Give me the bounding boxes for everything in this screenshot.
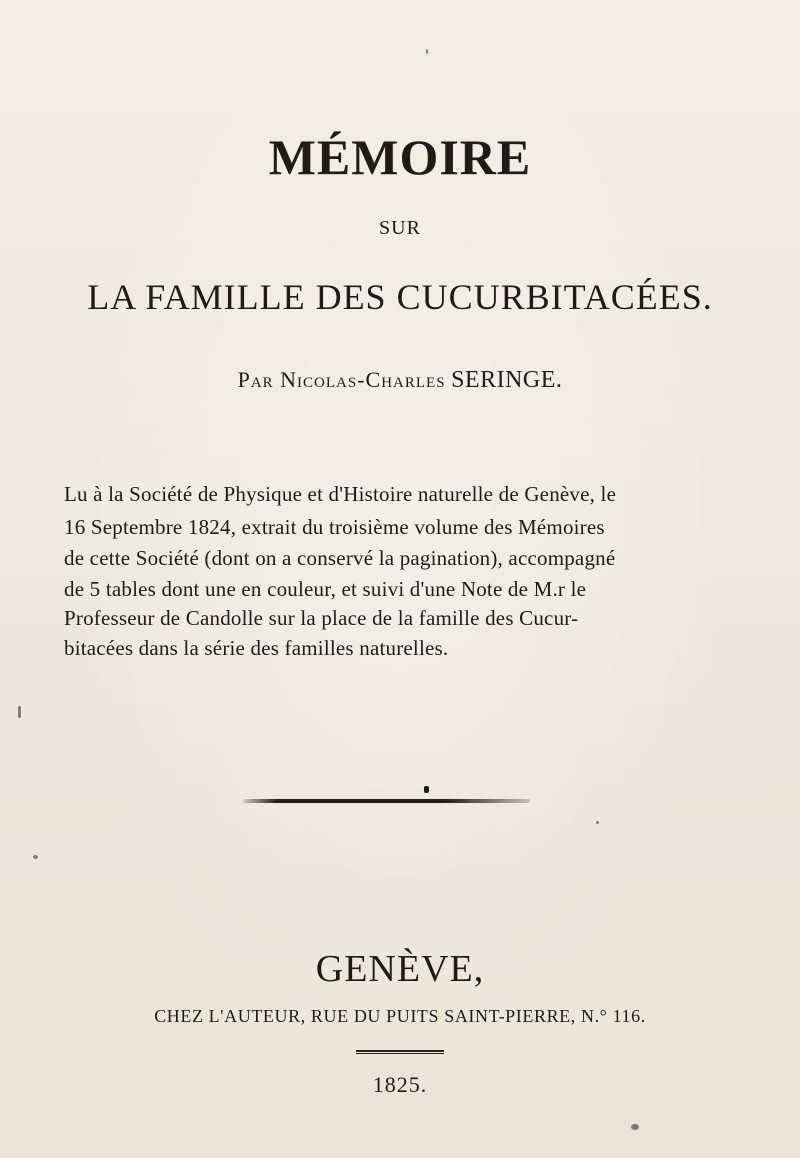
author-prefix: Par Nicolas-Charles bbox=[237, 367, 446, 392]
imprint-address: CHEZ L'AUTEUR, RUE DU PUITS SAINT-PIERRE, N.° 116. bbox=[154, 1006, 646, 1026]
author-line bbox=[0, 368, 800, 392]
page-title: MÉMOIRE bbox=[268, 129, 532, 185]
paper-speck bbox=[426, 49, 428, 54]
imprint-year: 1825. bbox=[372, 1072, 428, 1097]
ornamental-rule bbox=[243, 799, 530, 803]
imprint-place: GENÈVE, bbox=[315, 948, 485, 990]
imprint-rule bbox=[356, 1050, 444, 1054]
paper-speck bbox=[18, 706, 21, 718]
page-subtitle: LA FAMILLE DES CUCURBITACÉES. bbox=[87, 277, 713, 317]
title-connector: SUR bbox=[379, 217, 421, 239]
paper-speck bbox=[33, 855, 38, 859]
paper-speck bbox=[596, 821, 599, 824]
description-line-2: 16 Septembre 1824, extrait du troisième volume des Mémoires bbox=[64, 515, 605, 539]
description-line-6: bitacées dans la série des familles naturelles. bbox=[64, 636, 449, 660]
ornament-dot bbox=[424, 786, 429, 793]
paper-speck bbox=[631, 1124, 639, 1130]
description-line-3: de cette Société (dont on a conservé la pagination), accompagné bbox=[64, 546, 616, 570]
author-surname: SERINGE. bbox=[451, 367, 563, 393]
description-line-4: de 5 tables dont une en couleur, et suivi d'une Note de M.r le bbox=[64, 577, 587, 601]
description-line-5: Professeur de Candolle sur la place de la famille des Cucur- bbox=[64, 606, 579, 630]
description-line-1: Lu à la Société de Physique et d'Histoire naturelle de Genève, le bbox=[64, 482, 617, 506]
